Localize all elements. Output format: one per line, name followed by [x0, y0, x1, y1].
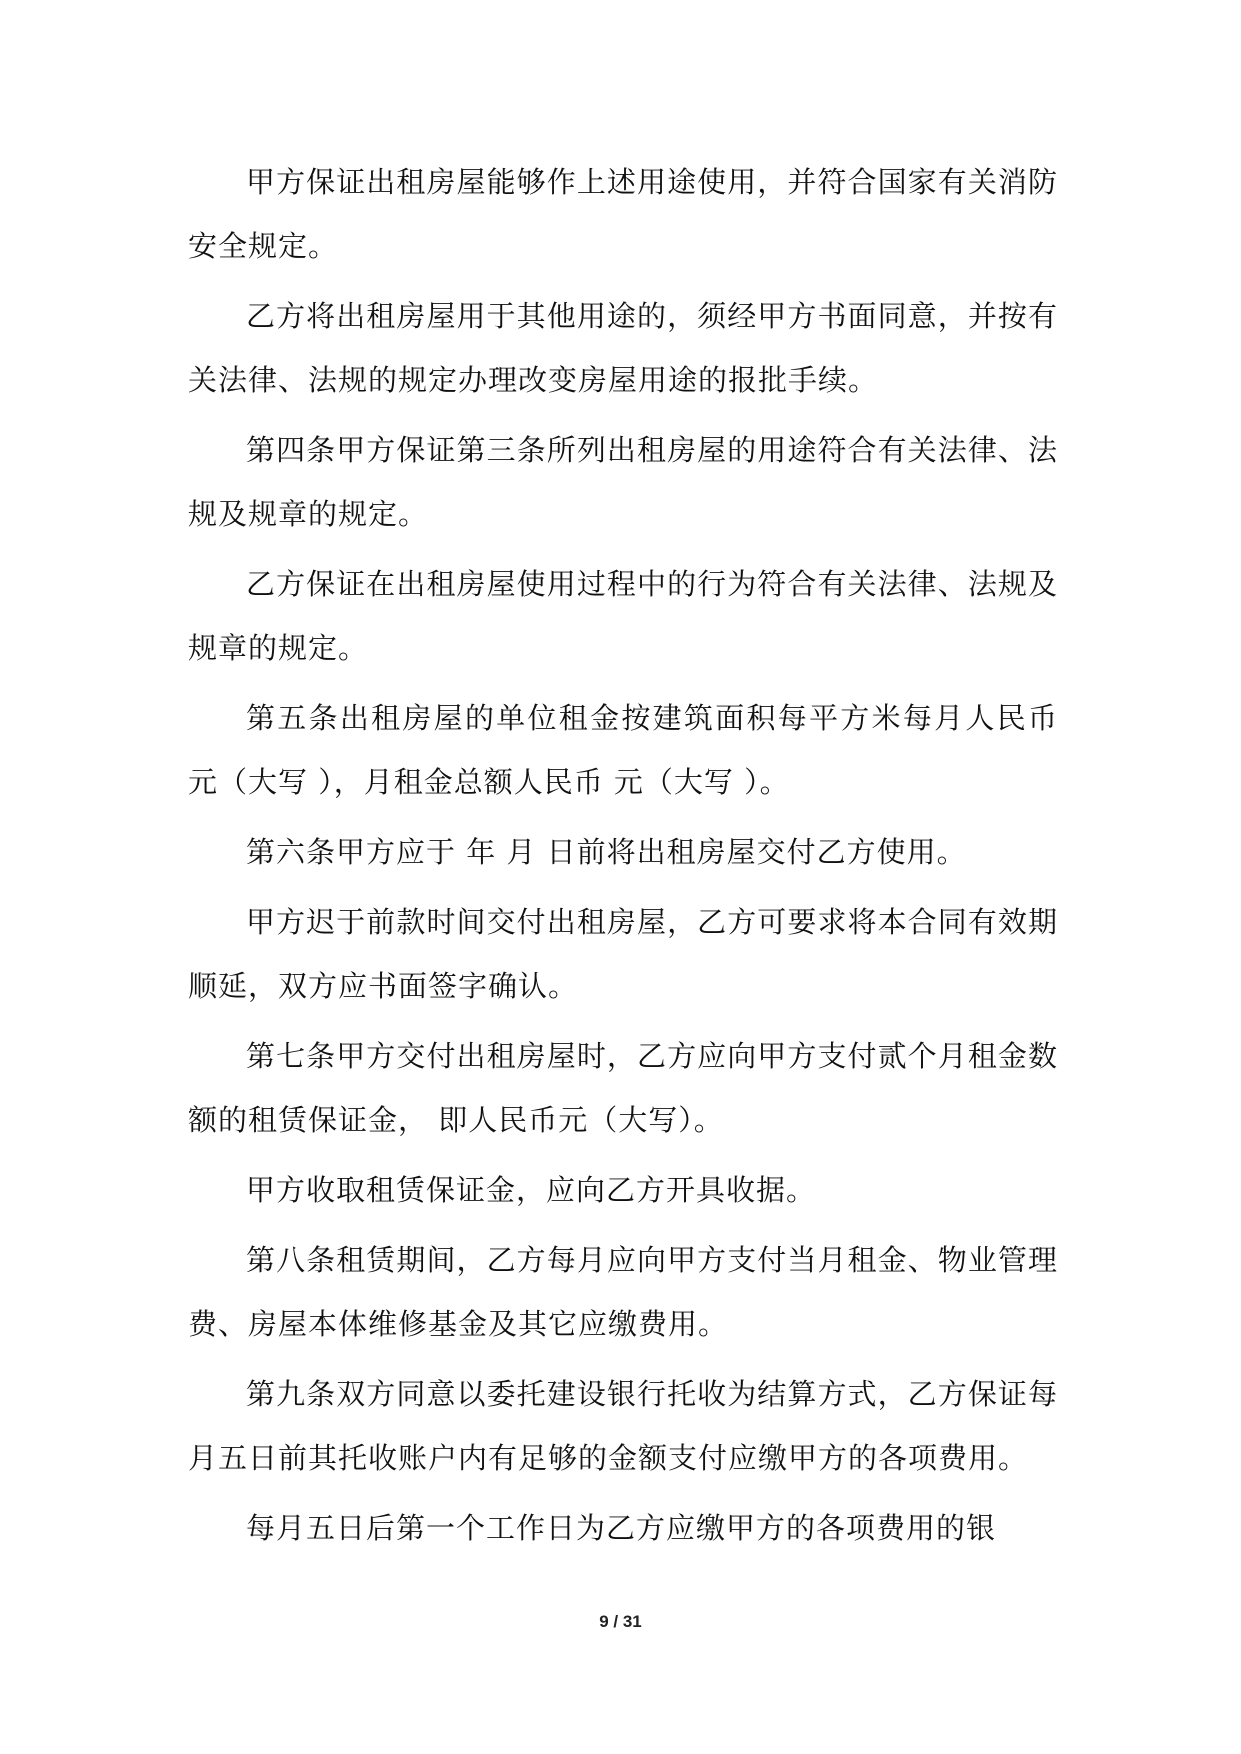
page-number: 9 / 31	[599, 1612, 642, 1631]
paragraph-5: 第五条出租房屋的单位租金按建筑面积每平方米每月人民币 元（大写 ），月租金总额人民币 元（大写 ）。	[188, 701, 1058, 799]
paragraph-7: 甲方迟于前款时间交付出租房屋，乙方可要求将本合同有效期顺延，双方应书面签字确认。	[188, 905, 1058, 1003]
document-body	[188, 150, 1058, 1566]
paragraph-6: 第六条甲方应于 年 月 日前将出租房屋交付乙方使用。	[246, 835, 967, 869]
paragraph-1: 甲方保证出租房屋能够作上述用途使用，并符合国家有关消防安全规定。	[188, 165, 1058, 263]
paragraph-8: 第七条甲方交付出租房屋时，乙方应向甲方支付贰个月租金数额的租赁保证金， 即人民币元（大写）。	[188, 1039, 1058, 1137]
paragraph-2: 乙方将出租房屋用于其他用途的，须经甲方书面同意，并按有关法律、法规的规定办理改变房屋用途的报批手续。	[188, 299, 1058, 397]
paragraph-3: 第四条甲方保证第三条所列出租房屋的用途符合有关法律、法规及规章的规定。	[188, 433, 1058, 531]
paragraph-12: 每月五日后第一个工作日为乙方应缴甲方的各项费用的银	[246, 1511, 997, 1545]
paragraph-4: 乙方保证在出租房屋使用过程中的行为符合有关法律、法规及规章的规定。	[188, 567, 1058, 665]
paragraph-9: 甲方收取租赁保证金，应向乙方开具收据。	[246, 1173, 817, 1207]
paragraph-10: 第八条租赁期间，乙方每月应向甲方支付当月租金、物业管理费、房屋本体维修基金及其它应缴费用。	[188, 1243, 1058, 1341]
paragraph-11: 第九条双方同意以委托建设银行托收为结算方式，乙方保证每月五日前其托收账户内有足够的金额支付应缴甲方的各项费用。	[188, 1377, 1058, 1475]
